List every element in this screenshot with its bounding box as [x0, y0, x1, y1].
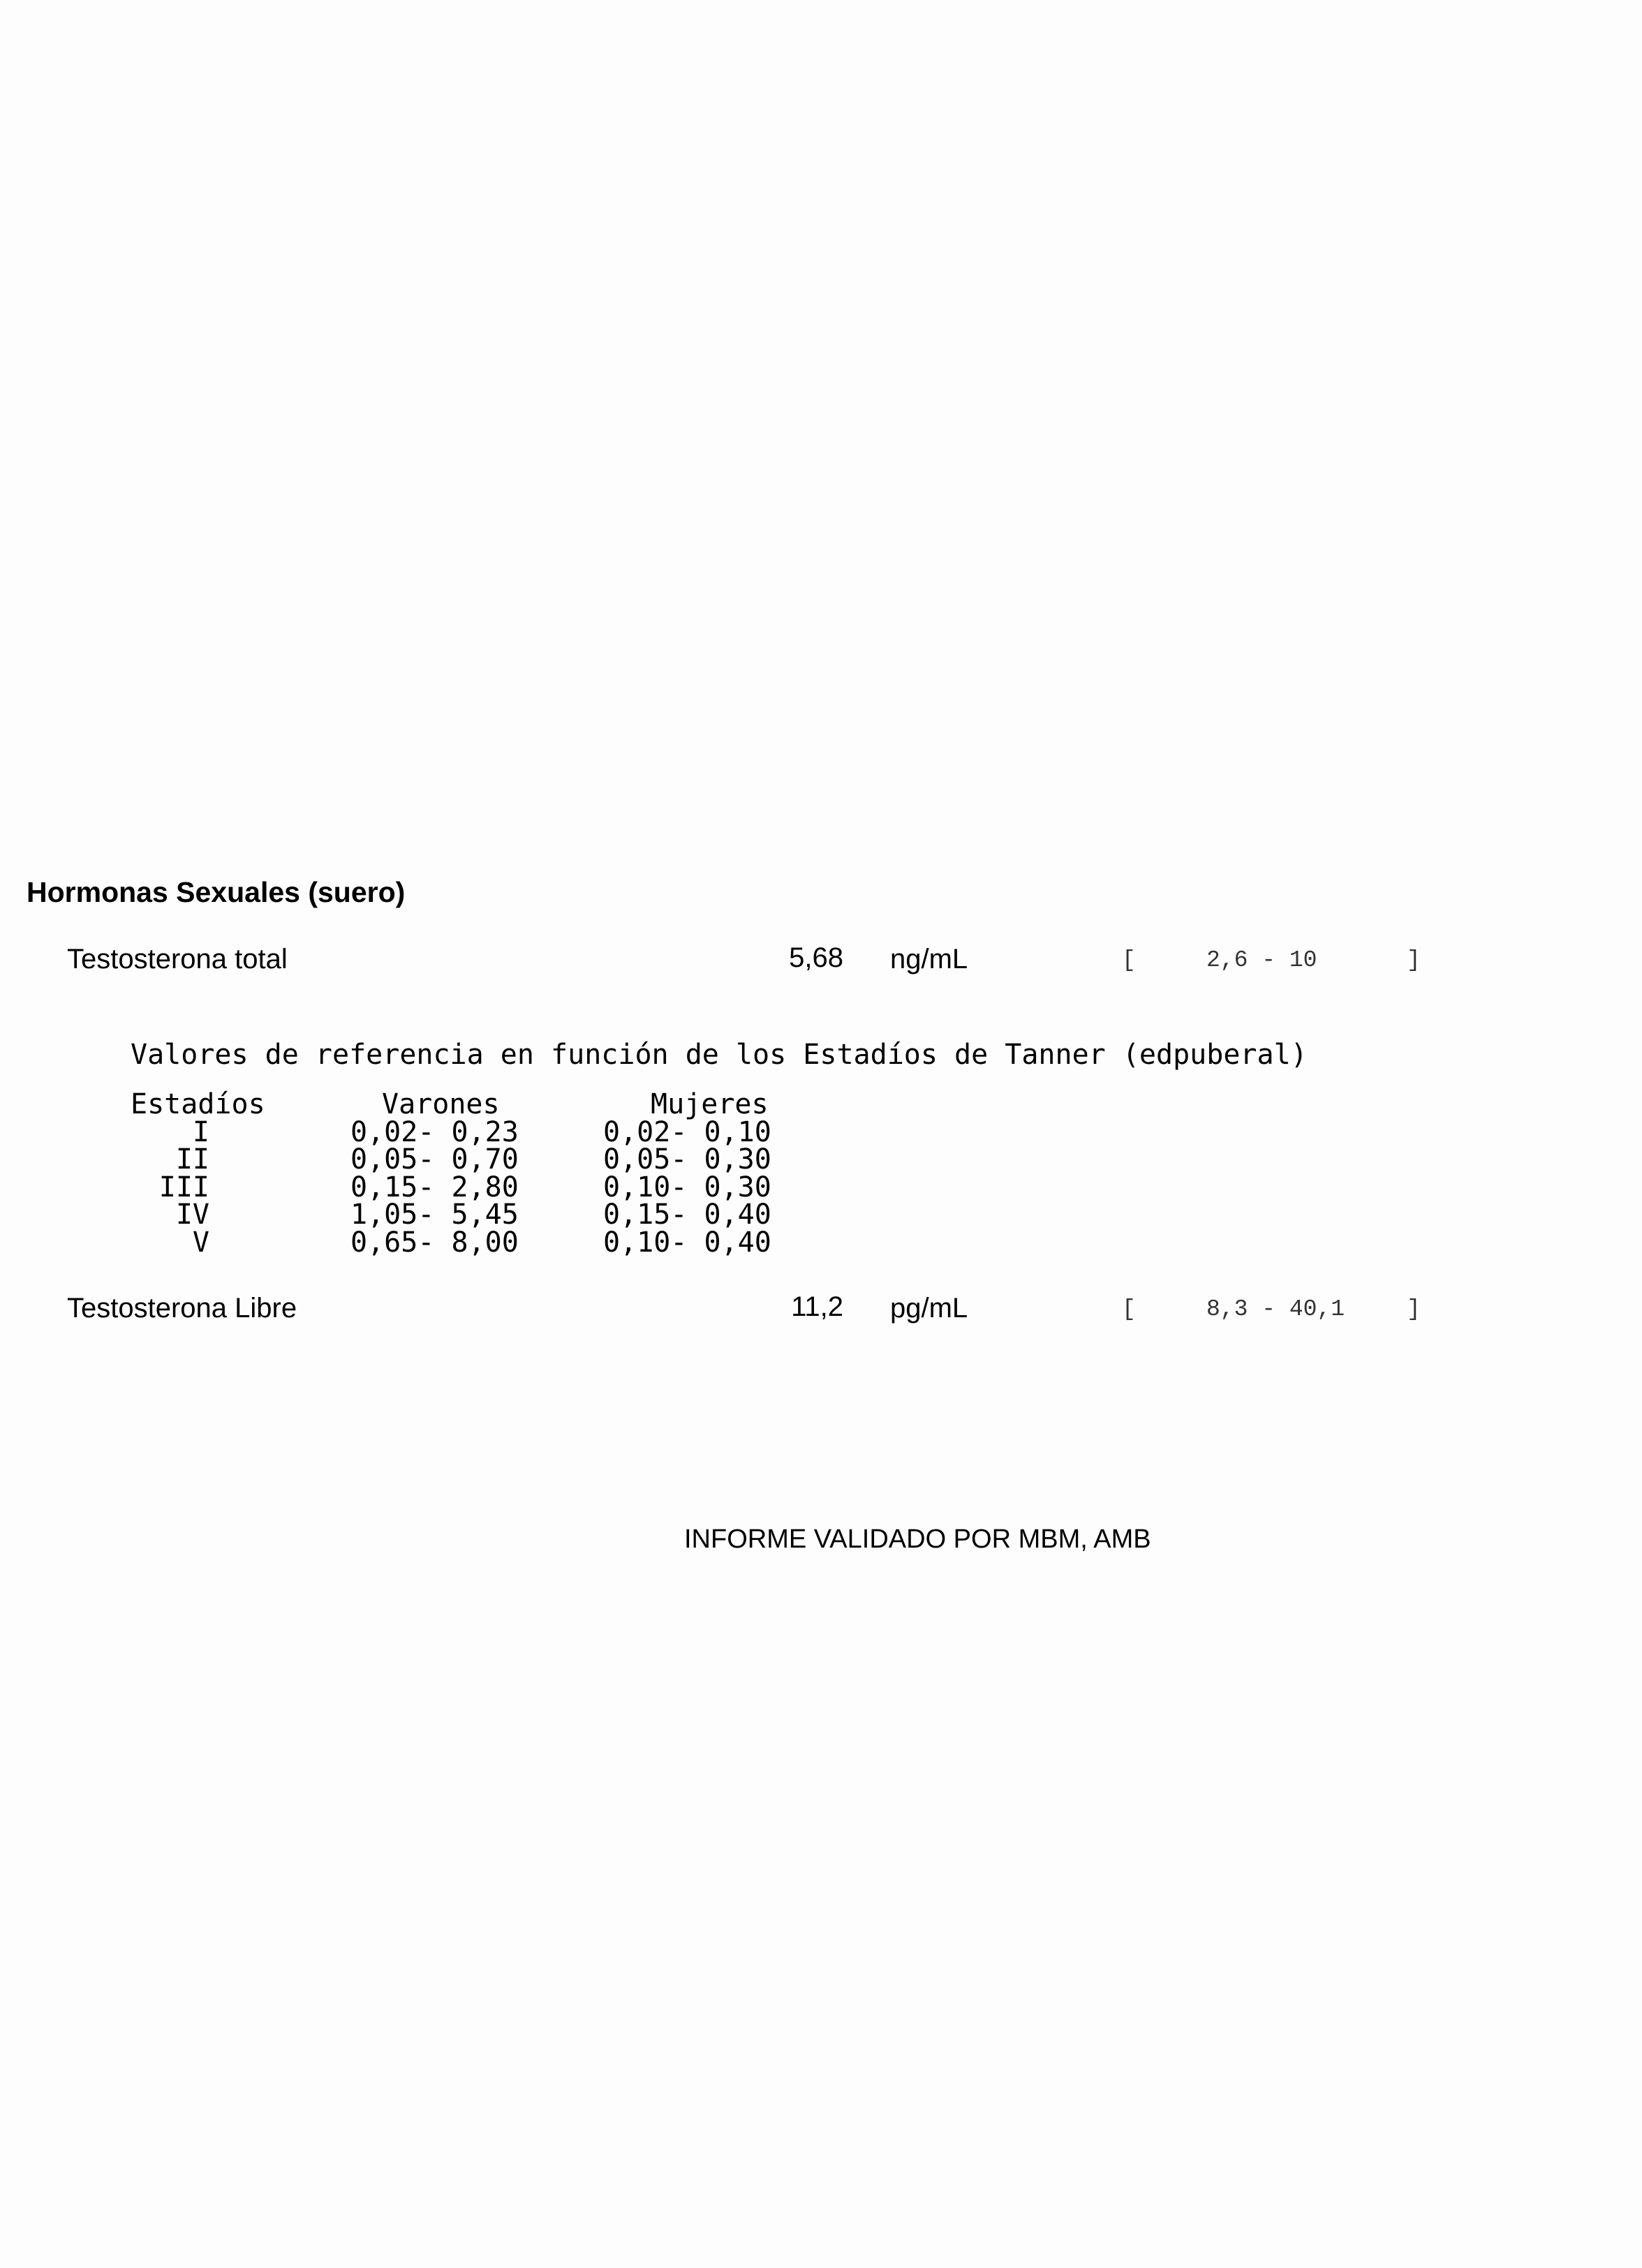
male-range-cell: 0,65- 8,00: [350, 1226, 519, 1259]
male-values: [350, 1116, 519, 1259]
female-values: [603, 1116, 771, 1259]
stage-cell: II: [175, 1143, 209, 1176]
tanner-reference-table: [131, 1088, 829, 1259]
column-header-male: Varones: [382, 1088, 500, 1120]
male-range-cell: 0,15- 2,80: [350, 1171, 519, 1203]
test-value: 11,2: [791, 1291, 843, 1322]
column-header-stage: Estadíos: [131, 1088, 265, 1120]
test-name: Testosterona total: [67, 944, 288, 974]
test-value: 5,68: [789, 942, 843, 973]
stage-cell: V: [192, 1226, 209, 1259]
reference-range: 8,3 - 40,1: [1206, 1296, 1345, 1322]
stage-cell: III: [158, 1171, 209, 1203]
stage-cell: IV: [175, 1199, 209, 1231]
reference-open-bracket: [: [1122, 947, 1136, 973]
female-range-cell: 0,05- 0,30: [603, 1143, 771, 1176]
female-range-cell: 0,15- 0,40: [603, 1199, 771, 1231]
reference-close-bracket: ]: [1407, 1296, 1421, 1322]
column-header-female: Mujeres: [651, 1088, 769, 1120]
validation-footer: INFORME VALIDADO POR MBM, AMB: [684, 1525, 1151, 1554]
female-range-cell: 0,10- 0,30: [603, 1171, 771, 1203]
stage-column: [131, 1088, 265, 1120]
test-name: Testosterona Libre: [67, 1293, 297, 1324]
test-unit: ng/mL: [890, 944, 968, 974]
tanner-reference-heading: Valores de referencia en función de los Estadíos de Tanner (edpuberal): [131, 1039, 1308, 1071]
column-header-male-wrap: [382, 1088, 500, 1120]
test-unit: pg/mL: [890, 1293, 968, 1324]
column-header-female-wrap: [651, 1088, 769, 1120]
reference-open-bracket: [: [1122, 1296, 1136, 1322]
reference-range: 2,6 - 10: [1206, 947, 1317, 973]
female-range-cell: 0,02- 0,10: [603, 1116, 771, 1148]
male-range-cell: 0,05- 0,70: [350, 1143, 519, 1176]
stage-values: [131, 1116, 209, 1259]
male-range-cell: 0,02- 0,23: [350, 1116, 519, 1148]
male-range-cell: 1,05- 5,45: [350, 1199, 519, 1231]
female-range-cell: 0,10- 0,40: [603, 1226, 771, 1259]
stage-cell: I: [192, 1116, 209, 1148]
reference-close-bracket: ]: [1407, 947, 1421, 973]
section-title: Hormonas Sexuales (suero): [27, 876, 406, 908]
